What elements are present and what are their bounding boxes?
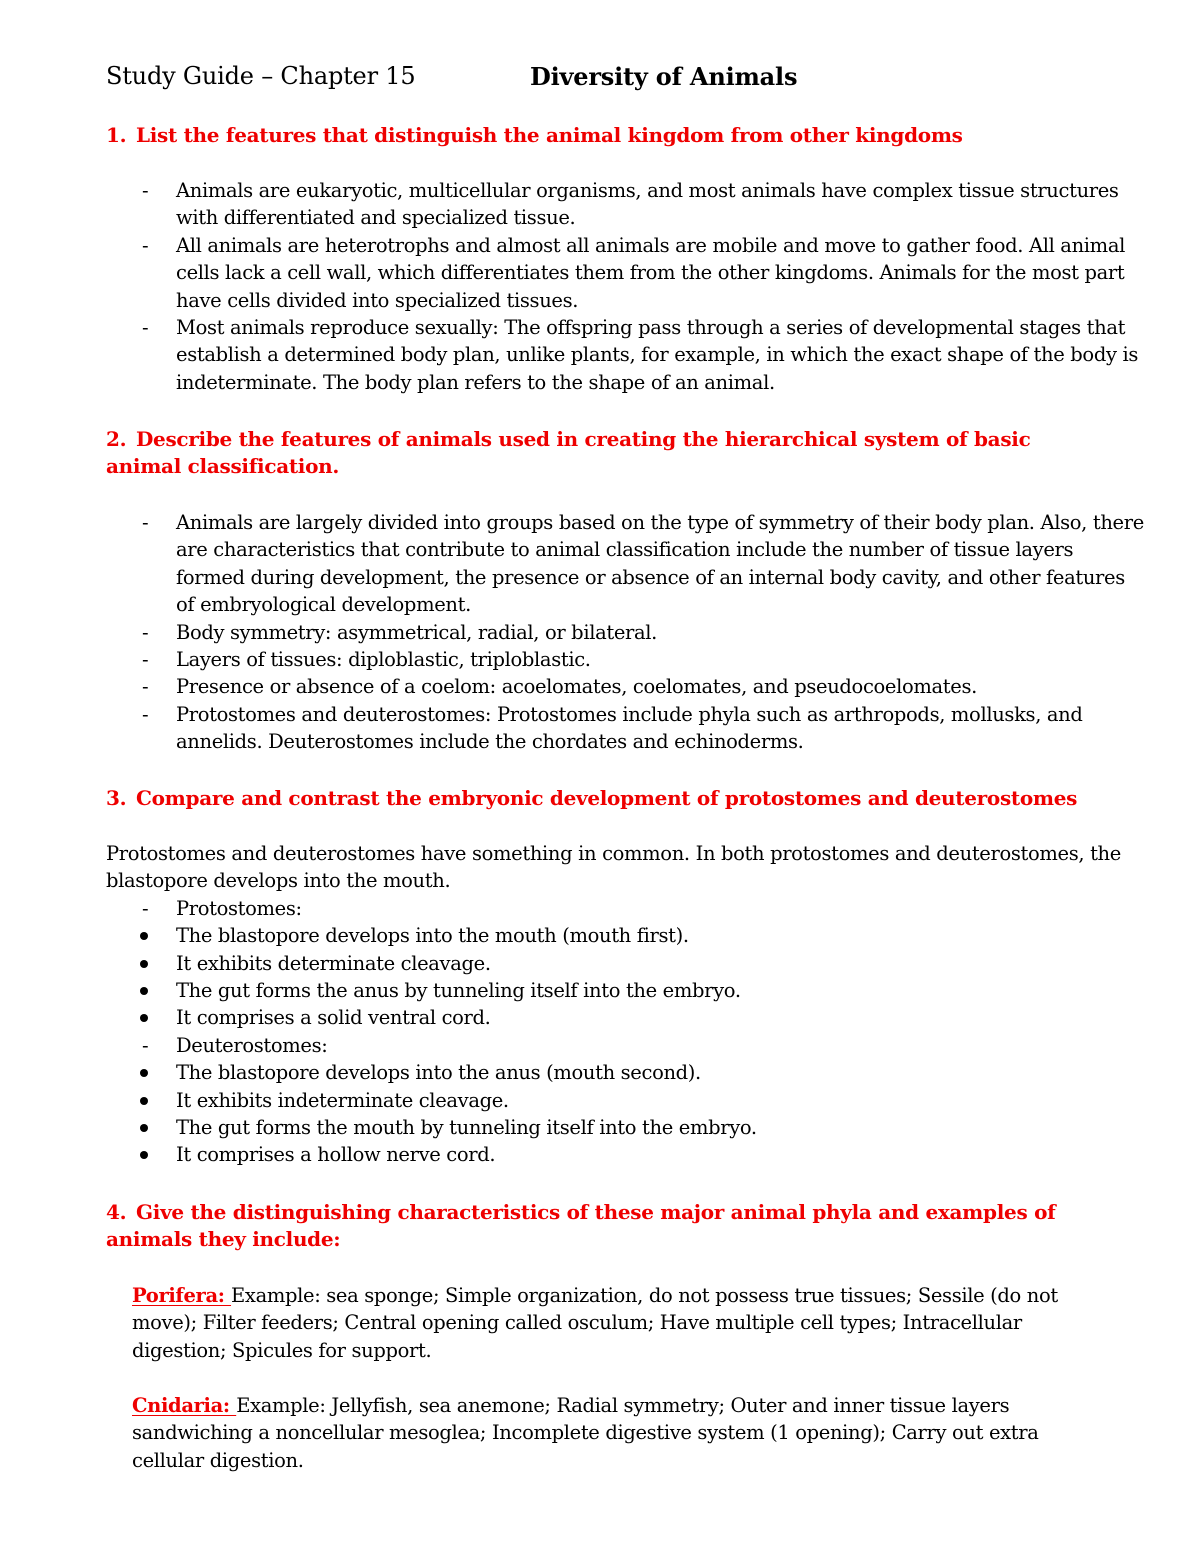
- list-item: - Body symmetry: asymmetrical, radial, or bilateral.: [106, 619, 1146, 646]
- list-item-protostomes: [106, 895, 1146, 1032]
- section-2-heading-text: Describe the features of animals used in creating the hierarchical system of basic animal classification.: [106, 427, 1031, 478]
- section-1-heading: [106, 122, 1106, 149]
- phylum-name: Cnidaria:: [132, 1394, 237, 1417]
- list-item: The gut forms the mouth by tunneling itself into the embryo.: [106, 1114, 1146, 1141]
- section-3-heading: [106, 785, 1146, 812]
- phylum-description: Example: sea sponge; Simple organization, do not possess true tissues; Sessile (do not move); Filter feeders; Central opening called osculum; Have multiple cell types; Intracellular digestion; Spicules for support.: [132, 1284, 1058, 1362]
- section-1-body: [0, 177, 1200, 396]
- section-1: [0, 122, 1200, 149]
- section-2-number: 2.: [106, 427, 127, 451]
- section-3-intro: Protostomes and deuterostomes have something in common. In both protostomes and deuterostomes, the blastopore develops into the mouth.: [106, 842, 1121, 893]
- list-item: - Animals are largely divided into groups based on the type of symmetry of their body plan. Also, there are characteristics that contribute to animal classification include the number of tissue layers formed during development, the presence or absence of an internal body cavity, and other features of embryological development.: [106, 509, 1146, 619]
- section-2: [0, 426, 1200, 480]
- section-4-heading-text: Give the distinguishing characteristics of these major animal phyla and examples of animals they include:: [106, 1200, 1056, 1251]
- page-title: Diversity of Animals: [530, 62, 798, 91]
- section-3: [0, 785, 1200, 812]
- list-item: - Layers of tissues: diploblastic, triploblastic.: [106, 646, 1146, 673]
- list-item: - Presence or absence of a coelom: acoelomates, coelomates, and pseudocoelomates.: [106, 673, 1146, 700]
- section-1-heading-text: List the features that distinguish the animal kingdom from other kingdoms: [136, 123, 963, 147]
- list-item: - Most animals reproduce sexually: The offspring pass through a series of developmental stages that establish a determined body plan, unlike plants, for example, in which the exact shape of the body is indeterminate. The body plan refers to the shape of an animal.: [106, 314, 1146, 396]
- section-4-heading: [106, 1199, 1146, 1253]
- section-2-list: [106, 509, 1146, 756]
- phylum-description: Example: Jellyfish, sea anemone; Radial symmetry; Outer and inner tissue layers sandwiching a noncellular mesoglea; Incomplete digestive system (1 opening); Carry out extra cellular digestion.: [132, 1394, 1039, 1472]
- list-item: The blastopore develops into the anus (mouth second).: [106, 1059, 1146, 1086]
- list-item: The gut forms the anus by tunneling itself into the embryo.: [106, 977, 1146, 1004]
- list-item: It exhibits determinate cleavage.: [106, 950, 1146, 977]
- list-item: - Protostomes and deuterostomes: Protostomes include phyla such as arthropods, mollusks, and annelids. Deuterostomes include the chordates and echinoderms.: [106, 701, 1146, 756]
- list-item: - Animals are eukaryotic, multicellular organisms, and most animals have complex tissue structures with differentiated and specialized tissue.: [106, 177, 1146, 232]
- group-label: Deuterostomes:: [176, 1033, 328, 1057]
- section-2-heading: [106, 426, 1106, 480]
- group-label: Protostomes:: [176, 896, 302, 920]
- phylum-name: Porifera:: [132, 1284, 232, 1307]
- section-3-groups: [106, 895, 1146, 1169]
- list-item: It exhibits indeterminate cleavage.: [106, 1087, 1146, 1114]
- phylum-paragraph: [132, 1282, 1112, 1364]
- page-header: [106, 62, 798, 91]
- protostomes-list: [106, 922, 1146, 1032]
- deuterostomes-list: [106, 1059, 1146, 1169]
- list-item: It comprises a solid ventral cord.: [106, 1004, 1146, 1031]
- list-item: It comprises a hollow nerve cord.: [106, 1141, 1146, 1168]
- section-2-body: [0, 509, 1200, 756]
- section-4: [0, 1199, 1200, 1253]
- list-item: - All animals are heterotrophs and almost all animals are mobile and move to gather food. All animal cells lack a cell wall, which differentiates them from the other kingdoms. Animals for the most part have cells divided into specialized tissues.: [106, 232, 1146, 314]
- phylum-porifera: [0, 1282, 1200, 1364]
- section-3-number: 3.: [106, 786, 127, 810]
- section-1-list: [106, 177, 1146, 396]
- section-1-number: 1.: [106, 123, 127, 147]
- header-chapter-label: Study Guide – Chapter 15: [106, 62, 416, 90]
- section-3-body: [0, 840, 1200, 1169]
- phylum-paragraph: [132, 1392, 1112, 1474]
- section-3-heading-text: Compare and contrast the embryonic development of protostomes and deuterostomes: [136, 786, 1078, 810]
- phylum-cnidaria: [0, 1392, 1200, 1474]
- list-item: The blastopore develops into the mouth (mouth first).: [106, 922, 1146, 949]
- section-4-number: 4.: [106, 1200, 127, 1224]
- list-item-deuterostomes: [106, 1032, 1146, 1169]
